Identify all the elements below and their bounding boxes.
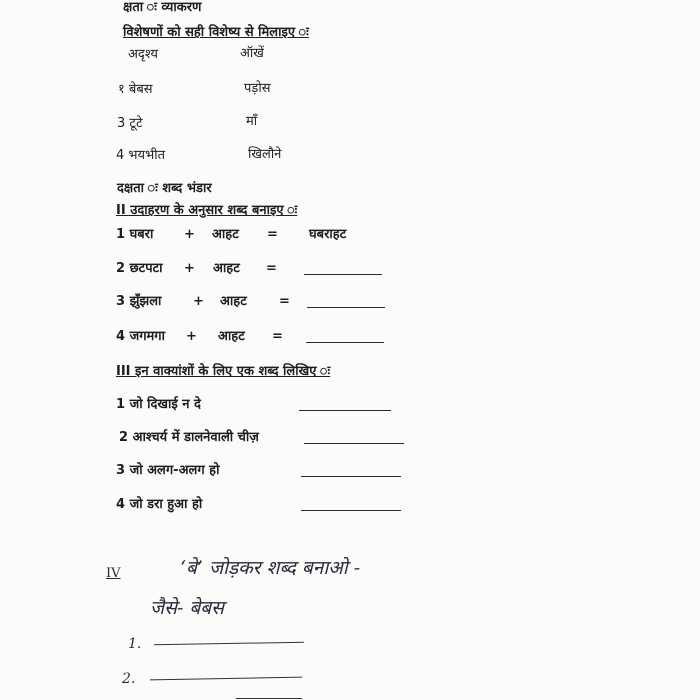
- section2-suffix: आहट: [218, 329, 245, 344]
- section2-base-word: 2 छटपटा: [116, 261, 163, 276]
- section2-answer: घबराहट: [309, 227, 347, 242]
- plus-sign: +: [186, 329, 197, 344]
- answer-line[interactable]: [236, 698, 302, 699]
- section3-item: 2 आश्चर्य में डालनेवाली चीज़: [119, 430, 259, 445]
- section4-numeral: IV: [106, 566, 121, 581]
- section2-suffix: आहट: [213, 261, 240, 276]
- equals-sign: =: [279, 294, 290, 309]
- answer-blank[interactable]: [301, 510, 401, 511]
- answer-line[interactable]: [150, 677, 302, 681]
- section1-row-right: खिलौने: [248, 147, 282, 162]
- skill-label-vocabulary: दक्षता ः शब्द भंडार: [117, 181, 212, 196]
- section4-line-label: 1.: [128, 636, 142, 652]
- answer-blank[interactable]: [299, 410, 391, 411]
- plus-sign: +: [184, 261, 195, 276]
- section1-example-right: ऑखें: [240, 46, 264, 61]
- equals-sign: =: [272, 329, 283, 344]
- section3-item: 1 जो दिखाई न दे: [116, 397, 201, 412]
- section3-item: 4 जो डरा हुआ हो: [116, 497, 203, 512]
- section1-row-left: १ बेबस: [118, 82, 153, 97]
- plus-sign: +: [193, 294, 204, 309]
- section2-base-word: 4 जगमगा: [116, 329, 165, 344]
- answer-line[interactable]: [154, 642, 304, 646]
- equals-sign: =: [266, 261, 277, 276]
- section1-row-right: पड़ोस: [244, 81, 271, 96]
- section2-suffix: आहट: [220, 294, 247, 309]
- section2-base-word: 1 घबरा: [116, 227, 154, 242]
- section4-instruction: ‘बे’ जोड़कर शब्द बनाओ -: [180, 557, 361, 579]
- answer-blank[interactable]: [304, 443, 404, 444]
- answer-blank[interactable]: [301, 476, 401, 477]
- section1-example-left: अदृश्य: [128, 47, 158, 62]
- answer-blank[interactable]: [307, 307, 385, 308]
- section3-item: 3 जो अलग-अलग हो: [116, 463, 220, 478]
- section4-line-label: 2.: [122, 671, 136, 687]
- section1-title: विशेषणों को सही विशेष्य से मिलाइए ः: [123, 25, 309, 40]
- answer-blank[interactable]: [306, 342, 384, 343]
- section2-title: II उदाहरण के अनुसार शब्द बनाइए ः: [116, 203, 298, 218]
- section1-row-left: 4 भयभीत: [116, 148, 165, 163]
- equals-sign: =: [267, 227, 278, 242]
- answer-blank[interactable]: [304, 274, 382, 275]
- section1-row-left: 3 टूटे: [117, 116, 143, 131]
- skill-label-grammar: क्षता ः व्याकरण: [123, 0, 202, 15]
- plus-sign: +: [184, 227, 195, 242]
- section2-suffix: आहट: [212, 227, 239, 242]
- section3-title: III इन वाक्यांशों के लिए एक शब्द लिखिए ः: [116, 364, 331, 379]
- section2-base-word: 3 झुँझला: [116, 294, 162, 309]
- section4-example: जैसे- बेबस: [150, 597, 224, 619]
- section1-row-right: माँ: [246, 114, 258, 129]
